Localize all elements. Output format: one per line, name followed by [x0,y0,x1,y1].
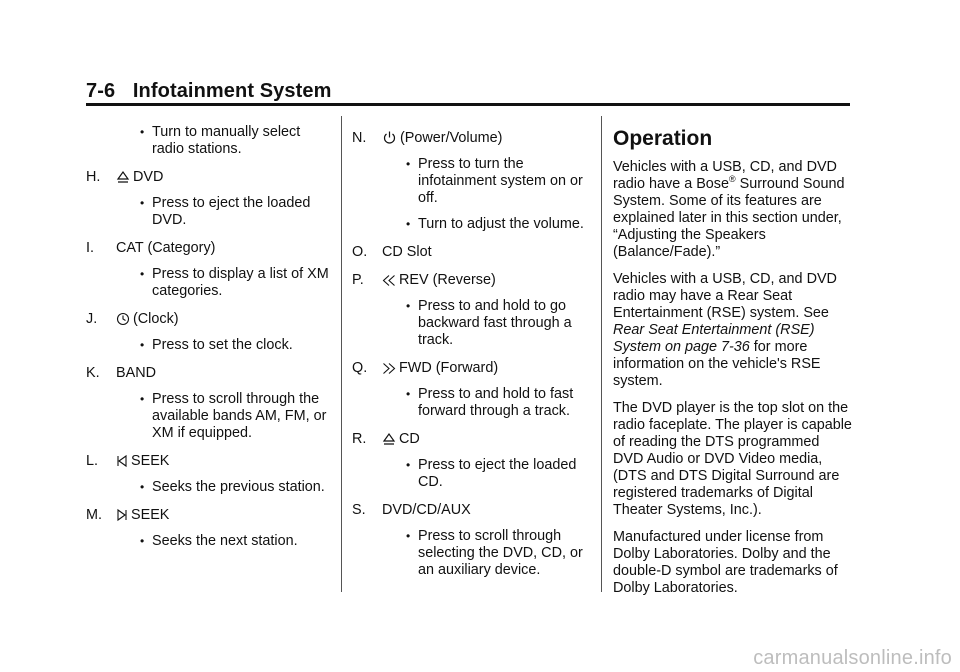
column-1 [86,116,336,550]
list-item: • Seeks the previous station. [140,479,325,495]
page-number: 7-6 [86,80,116,102]
control-k: K. BAND [86,365,156,381]
control-m: M. SEEK [86,507,170,523]
section-title: Infotainment System [132,80,332,102]
control-h: H. DVD [86,169,164,185]
eject-icon [116,170,130,184]
paragraph: Manufactured under license from Dolby Laboratories. Dolby and the double-D symbol are trademarks of Dolby Laboratories. [613,529,838,596]
paragraph: Vehicles with a USB, CD, and DVD radio may have a Rear Seat Entertainment (RSE) system. See Rear Seat Entertainment (RSE) System on page 7‑36 for more information on the vehicle's RSE system. [613,271,837,389]
list-item: • Press to scroll through the available bands AM, FM, or XM if equipped. [140,391,327,441]
page-header [86,80,332,103]
control-r: R. CD [352,431,420,447]
watermark: carmanualsonline.info [753,647,952,669]
list-item: • Seeks the next station. [140,533,298,549]
seek-back-icon [116,454,128,468]
control-n: N. (Power/Volume) [352,130,503,146]
header-rule [86,103,850,106]
column-3 [613,116,853,607]
paragraph: Vehicles with a USB, CD, and DVD radio have a Bose® Surround Sound System. Some of its features are explained later in this section under, “Adjusting the Speakers (Balance/Fade).” [613,159,845,260]
control-q: Q. FWD (Forward) [352,360,499,376]
list-item: • Press to turn the infotainment system on or off. [406,156,583,206]
list-item: • Press to eject the loaded CD. [406,457,577,490]
control-j: J. (Clock) [86,311,179,327]
registered-mark: ® [729,174,736,185]
control-s: S. DVD/CD/AUX [352,502,471,518]
column-divider-2 [601,116,602,592]
column-divider-1 [341,116,342,592]
control-p: P. REV (Reverse) [352,272,496,288]
control-l: L. SEEK [86,453,170,469]
eject-icon [382,432,396,446]
list-item: • Press to and hold to go backward fast through a track. [406,298,572,348]
power-icon [382,130,397,145]
list-item: • Press to eject the loaded DVD. [140,195,311,228]
control-i: I. CAT (Category) [86,240,216,256]
control-o: O. CD Slot [352,244,432,260]
section-heading: Operation [613,127,713,150]
clock-icon [116,312,130,326]
seek-forward-icon [116,508,128,522]
list-item: • Press to display a list of XM categories. [140,266,329,299]
list-item: • Turn to adjust the volume. [406,216,584,232]
rewind-icon [382,274,396,287]
list-item: • Press to and hold to fast forward through a track. [406,386,574,419]
list-item: • Press to scroll through selecting the DVD, CD, or an auxiliary device. [406,528,583,578]
cross-reference-link[interactable]: Rear Seat Entertainment (RSE) System on page 7‑36 [613,322,815,355]
list-item: • Turn to manually select radio stations. [140,124,301,157]
fast-forward-icon [382,362,396,375]
column-2 [352,116,592,579]
paragraph: The DVD player is the top slot on the radio faceplate. The player is capable of reading the DTS programmed DVD Audio or DVD Video media, (DTS and DTS Digital Surround are registered trademarks of Digital Theater Systems, Inc.). [613,400,852,518]
list-item: • Press to set the clock. [140,337,293,353]
